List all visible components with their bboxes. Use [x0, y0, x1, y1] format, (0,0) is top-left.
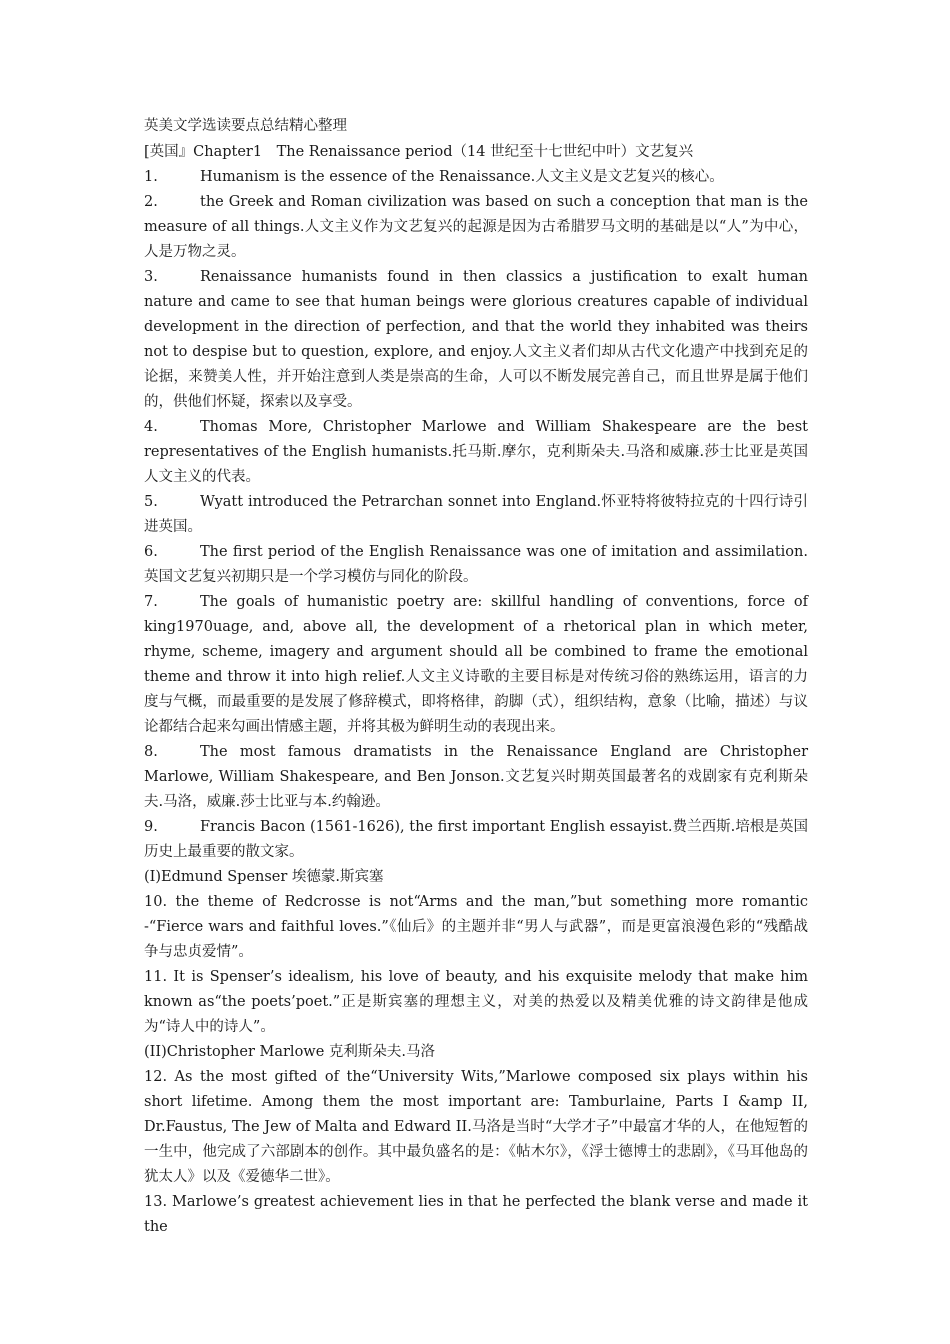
document-page — [144, 114, 808, 1240]
list-item — [144, 540, 808, 590]
item-number: 7. — [144, 594, 158, 610]
item-number: 3. — [144, 269, 158, 285]
list-item — [144, 265, 808, 415]
item-number: 6. — [144, 544, 158, 560]
list-item — [144, 190, 808, 265]
list-item — [144, 740, 808, 815]
list-item: 12. As the most gifted of the“University Wits,”Marlowe composed six plays within his short lifetime. Among them the most important are: Tamburlaine, Parts I &amp II, Dr.Faustus, The Jew of Malta and Edward II.马洛是当时“大学才子”中最富才华的人，在他短暂的一生中，他完成了六部剧本的创作。其中最负盛名的是：《帖木尔》，《浮士德博士的悲剧》，《马耳他岛的犹太人》以及《爱德华二世》。 — [144, 1069, 808, 1185]
item-number: 5. — [144, 494, 158, 510]
item-text: the Greek and Roman civilization was based on such a conception that man is the measure of all things.人文主义作为文艺复兴的起源是因为古希腊罗马文明的基础是以“人”为中心，人是万物之灵。 — [144, 194, 808, 260]
item-number: 2. — [144, 194, 158, 210]
list-item: 13. Marlowe’s greatest achievement lies in that he perfected the blank verse and made it the — [144, 1194, 808, 1235]
item-text: The first period of the English Renaissance was one of imitation and assimilation.英国文艺复兴初期只是一个学习模仿与同化的阶段。 — [144, 544, 808, 585]
chapter-heading: [英国』Chapter1 The Renaissance period（14 世纪至十七世纪中叶）文艺复兴 — [144, 144, 694, 160]
list-item — [144, 815, 808, 865]
list-item — [144, 590, 808, 740]
list-item: 11. It is Spenser’s idealism, his love of beauty, and his exquisite melody that make him known as“the poets’poet.”正是斯宾塞的理想主义，对美的热爱以及精美优雅的诗文韵律是他成为“诗人中的诗人”。 — [144, 969, 808, 1035]
item-text: The goals of humanistic poetry are: skillful handling of conventions, force of king1970uage, and, above all, the development of a rhetorical plan in which meter, rhyme, scheme, imagery and argument should all be combined to frame the emotional theme and throw it into high relief.人文主义诗歌的主要目标是对传统习俗的熟练运用，语言的力度与气概，而最重要的是发展了修辞模式，即将格律，韵脚（式），组织结构，意象（比喻，描述）与议论都结合起来勾画出情感主题，并将其极为鲜明生动的表现出来。 — [144, 594, 808, 735]
list-item — [144, 165, 808, 190]
item-text: Francis Bacon (1561-1626), the first important English essayist.费兰西斯.培根是英国历史上最重要的散文家。 — [144, 819, 808, 860]
list-item — [144, 415, 808, 490]
list-item — [144, 490, 808, 540]
item-number: 9. — [144, 819, 158, 835]
item-text: Renaissance humanists found in then classics a justification to exalt human nature and came to see that human beings were glorious creatures capable of individual development in the direction of perfection, and that the world they inhabited was theirs not to despise but to question, explore, and enjoy.人文主义者们却从古代文化遗产中找到充足的论据，来赞美人性，并开始注意到人类是崇高的生命，人可以不断发展完善自己，而且世界是属于他们的，供他们怀疑，探索以及享受。 — [144, 269, 808, 410]
document-title: 英美文学选读要点总结精心整理 — [144, 118, 347, 134]
item-number: 1. — [144, 169, 158, 185]
item-number: 4. — [144, 419, 158, 435]
list-item: 10. the theme of Redcrosse is not“Arms and the man,”but something more romantic -“Fierce wars and faithful loves.”《仙后》的主题并非“男人与武器”，而是更富浪漫色彩的“残酷战争与忠贞爱情”。 — [144, 894, 808, 960]
section-heading-spenser: (I)Edmund Spenser 埃德蒙.斯宾塞 — [144, 869, 384, 885]
item-text: Wyatt introduced the Petrarchan sonnet into England.怀亚特将彼特拉克的十四行诗引进英国。 — [144, 494, 808, 535]
item-text: The most famous dramatists in the Renaissance England are Christopher Marlowe, William Shakespeare, and Ben Jonson.文艺复兴时期英国最著名的戏剧家有克利斯朵夫.马洛，威廉.莎士比亚与本.约翰逊。 — [144, 744, 808, 810]
item-number: 8. — [144, 744, 158, 760]
section-heading-marlowe: (II)Christopher Marlowe 克利斯朵夫.马洛 — [144, 1044, 436, 1060]
item-text: Humanism is the essence of the Renaissance.人文主义是文艺复兴的核心。 — [200, 169, 724, 185]
item-text: Thomas More, Christopher Marlowe and William Shakespeare are the best representatives of the English humanists.托马斯.摩尔，克利斯朵夫.马洛和威廉.莎士比亚是英国人文主义的代表。 — [144, 419, 808, 485]
